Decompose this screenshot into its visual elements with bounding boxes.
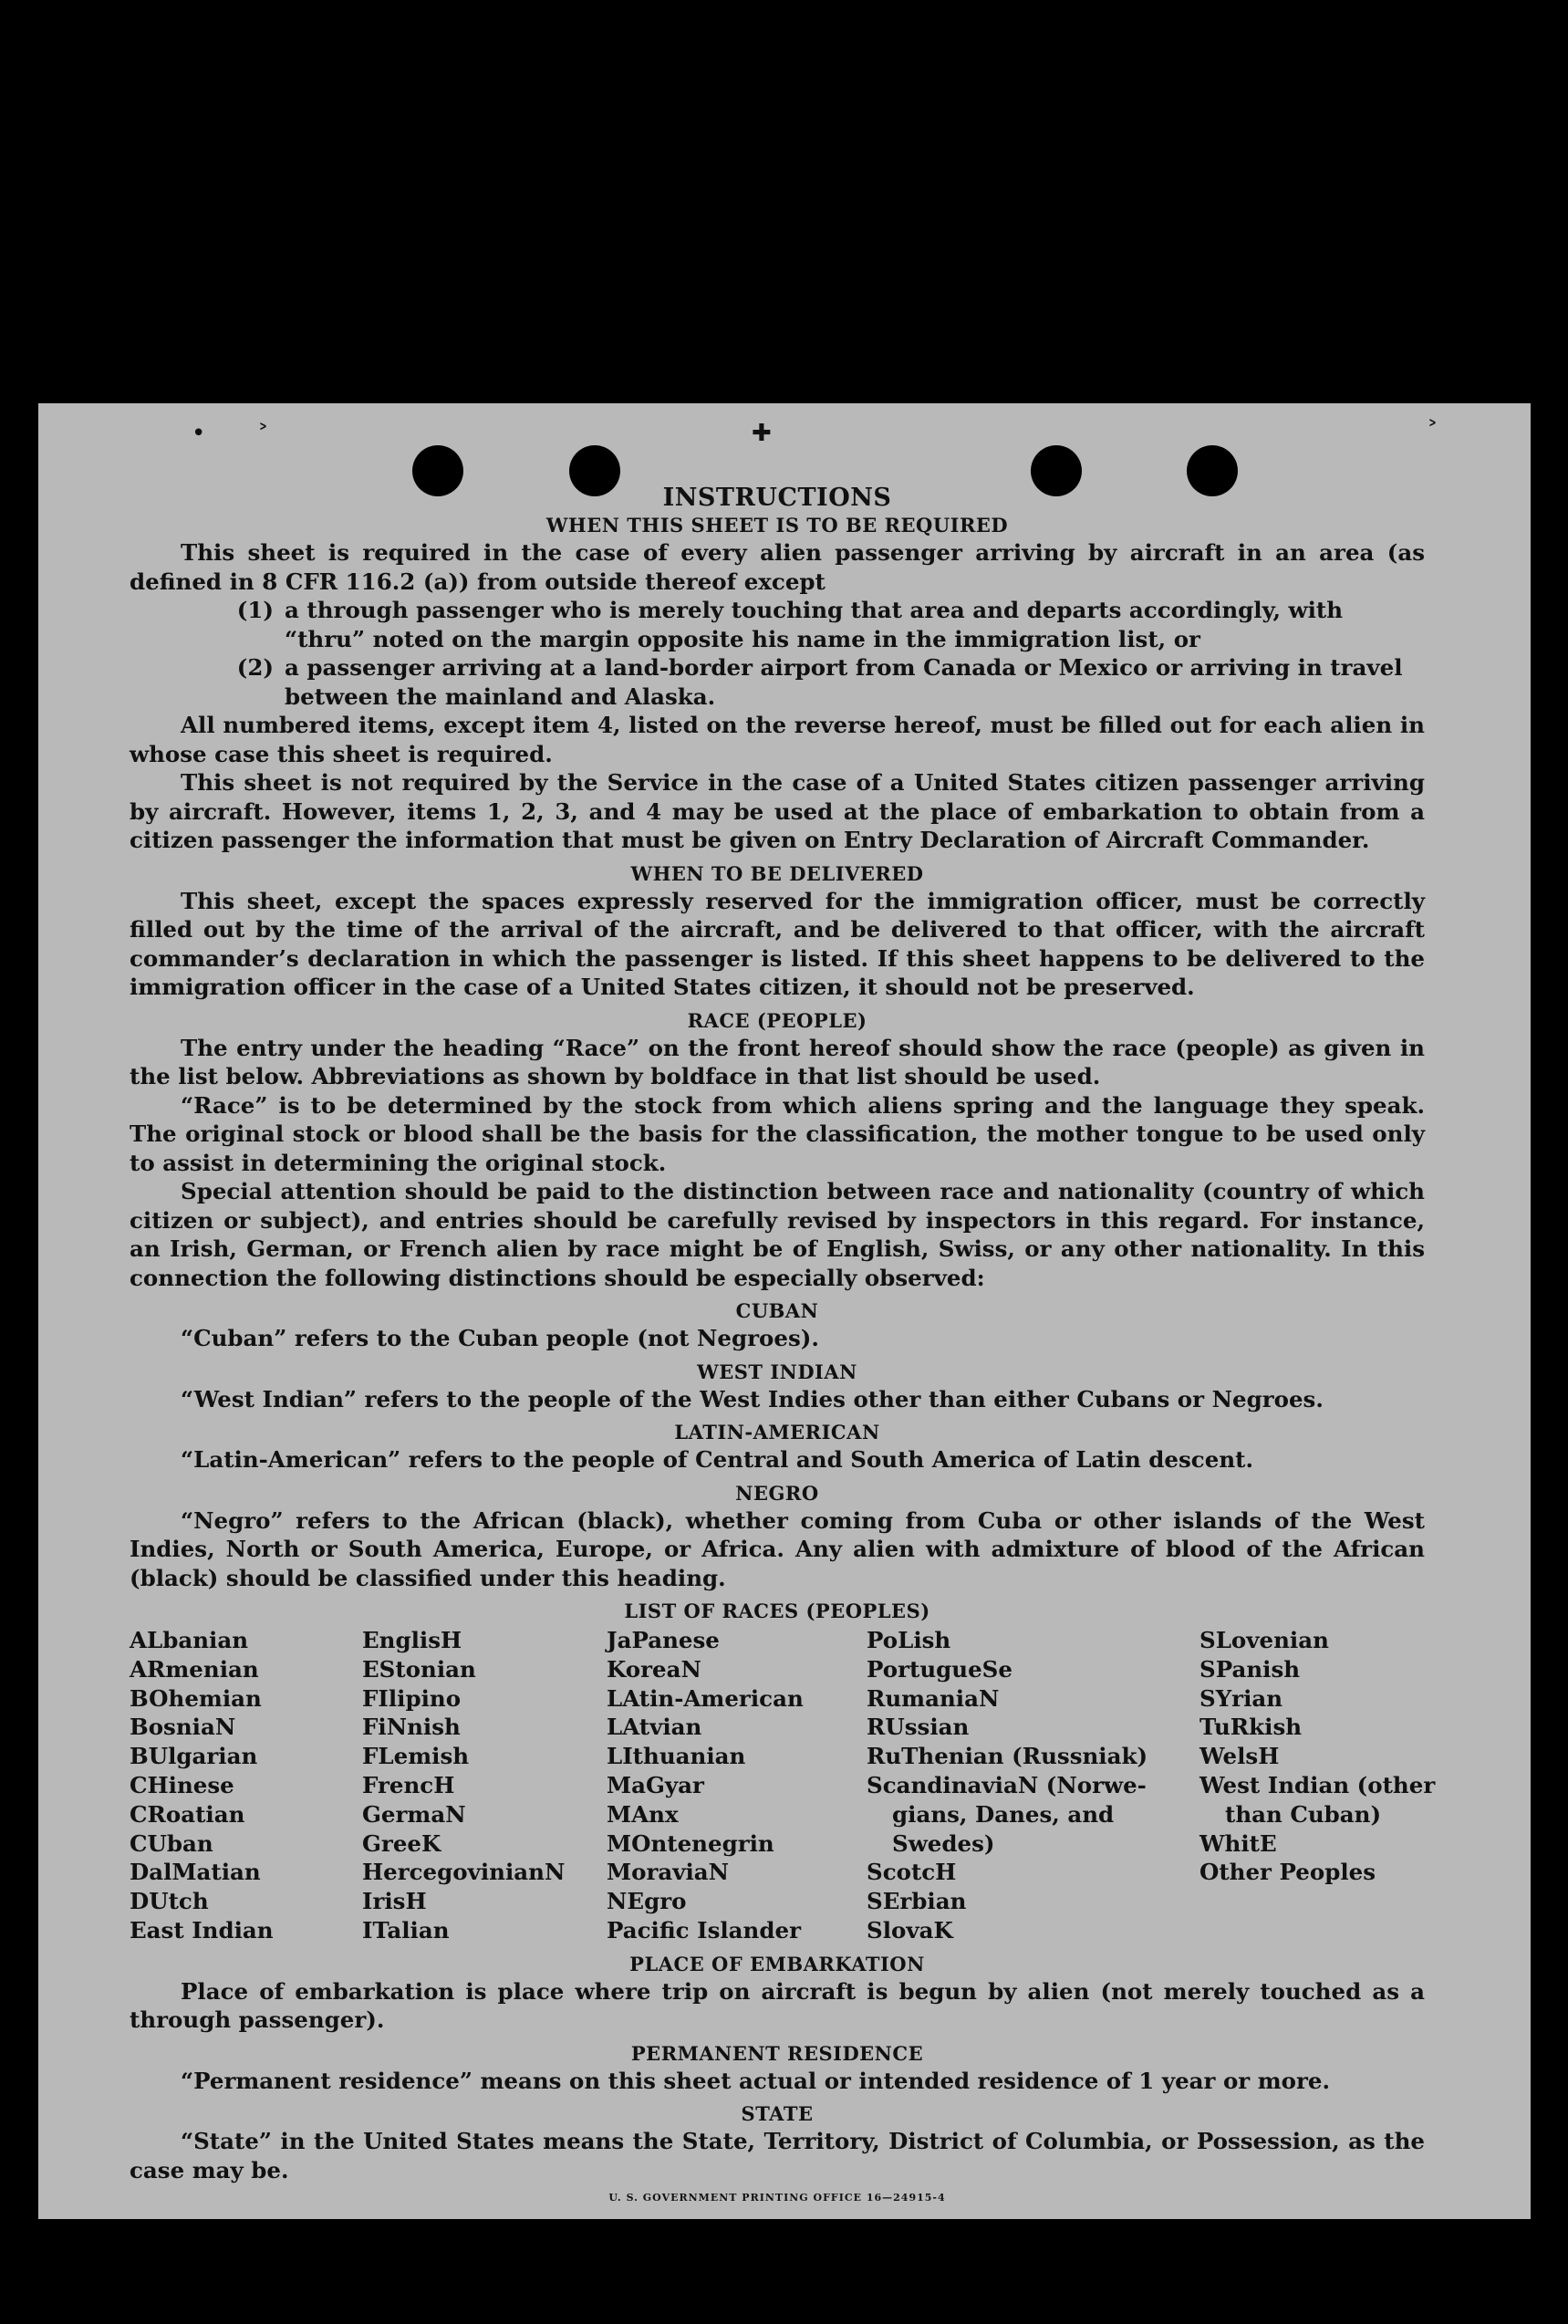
- section-heading-west-indian: WEST INDIAN: [697, 1360, 857, 1383]
- negro-paragraph: “Negro” refers to the African (black), whether coming from Cuba or other islands of the West Indies, North or South America, Europe, or Africa. Any alien with admixture of blood of the African (black) should be classified under this heading.: [130, 1506, 1425, 1591]
- permanent-residence-paragraph: “Permanent residence” means on this sheet actual or intended residence of 1 year or more.: [181, 2067, 1331, 2094]
- race-entry: MaGyar: [607, 1771, 704, 1798]
- race-entry: PortugueSe: [867, 1655, 1012, 1683]
- race-entry: TuRkish: [1199, 1714, 1303, 1741]
- when-required-paragraph: This sheet is not required by the Service in the case of a United States citizen passenger arriving by aircraft. However, items 1, 2, 3, and 4 may be used at the place of embarkation to obtain from a citizen passenger the information that must be given on Entry Declaration of Aircraft Commander.: [130, 769, 1425, 853]
- race-entry: RUssian: [867, 1714, 970, 1741]
- race-entry: ARmenian: [130, 1655, 259, 1683]
- ink-mark: ✚: [752, 420, 772, 447]
- races-column: [607, 1626, 867, 1945]
- race-entry: GermaN: [362, 1800, 466, 1828]
- race-entry: EnglisH: [362, 1627, 462, 1653]
- race-entry: NEgro: [607, 1888, 687, 1915]
- instruction-sheet: [38, 403, 1531, 2219]
- punch-hole: [1187, 445, 1238, 496]
- race-entry: SLovenian: [1199, 1627, 1329, 1653]
- section-heading-permanent-residence: PERMANENT RESIDENCE: [630, 2041, 924, 2065]
- races-column: [130, 1626, 362, 1945]
- race-entry: MoraviaN: [607, 1859, 730, 1886]
- page-title: INSTRUCTIONS: [662, 484, 892, 512]
- race-entry: DUtch: [130, 1888, 209, 1915]
- race-entry: GreeK: [362, 1829, 441, 1857]
- race-entry: RumaniaN: [867, 1684, 1000, 1712]
- race-entry: PoLish: [867, 1627, 951, 1653]
- race-paragraph: “Race” is to be determined by the stock from which aliens spring and the language they speak. The original stock or blood shall be the basis for the classification, the mother tongue to be used only to assist in determining the original stock.: [130, 1091, 1425, 1176]
- ink-mark: ˃: [257, 422, 269, 449]
- race-entry: SErbian: [867, 1888, 967, 1915]
- race-entry: MAnx: [607, 1800, 679, 1828]
- race-entry: CHinese: [130, 1771, 234, 1798]
- ink-mark: •: [192, 420, 206, 447]
- race-entry: SlovaK: [867, 1916, 953, 1944]
- race-entry: SYrian: [1199, 1684, 1283, 1712]
- race-entry: West Indian (other: [1199, 1771, 1436, 1798]
- races-column: [867, 1626, 1199, 1945]
- section-heading-when-delivered: WHEN TO BE DELIVERED: [630, 861, 924, 885]
- punch-hole: [569, 445, 620, 496]
- latin-american-paragraph: “Latin-American” refers to the people of Central and South America of Latin descent.: [181, 1446, 1253, 1473]
- item-number: (2): [236, 654, 274, 681]
- west-indian-paragraph: “West Indian” refers to the people of the West Indies other than either Cubans or Negroes.: [181, 1385, 1324, 1412]
- punch-hole: [412, 445, 463, 496]
- race-entry-continued: Swedes): [892, 1829, 995, 1857]
- place-of-embarkation-paragraph: Place of embarkation is place where trip on aircraft is begun by alien (not merely touched as a through passenger).: [130, 1977, 1425, 2034]
- race-entry: ITalian: [362, 1916, 450, 1944]
- race-entry: LIthuanian: [607, 1743, 746, 1770]
- race-entry-continued: gians, Danes, and: [892, 1800, 1115, 1828]
- section-heading-latin-american: LATIN-AMERICAN: [674, 1421, 880, 1443]
- section-heading-race: RACE (PEOPLE): [687, 1008, 867, 1032]
- race-entry: BOhemian: [130, 1684, 262, 1712]
- state-paragraph: “State” in the United States means the State, Territory, District of Columbia, or Possession, as the case may be.: [130, 2128, 1425, 2183]
- race-entry: BUlgarian: [130, 1743, 258, 1770]
- race-entry: WhitE: [1199, 1829, 1277, 1857]
- exception-item: [130, 653, 1425, 711]
- section-heading-negro: NEGRO: [735, 1481, 819, 1505]
- race-entry: DalMatian: [130, 1859, 261, 1886]
- races-list: [130, 1626, 1436, 1945]
- when-required-intro: This sheet is required in the case of every alien passenger arriving by aircraft in an area (as defined in 8 CFR 116.2 (a)) from outside thereof except: [130, 539, 1425, 595]
- cuban-paragraph: “Cuban” refers to the Cuban people (not Negroes).: [181, 1325, 819, 1351]
- race-entry: FLemish: [362, 1743, 470, 1770]
- race-entry: CRoatian: [130, 1800, 245, 1828]
- race-entry: East Indian: [130, 1916, 274, 1944]
- race-entry: FiNnish: [362, 1714, 461, 1741]
- printing-office-footer: U. S. GOVERNMENT PRINTING OFFICE 16—24915-4: [608, 2192, 946, 2204]
- item-text: a passenger arriving at a land-border airport from Canada or Mexico or arriving in travel between the mainland and Alaska.: [285, 654, 1403, 710]
- race-paragraph: Special attention should be paid to the distinction between race and nationality (country of which citizen or subject), and entries should be carefully revised by inspectors in this regard. For instance, an Irish, German, or French alien by race might be of English, Swiss, or any other nationality. In this connection the following distinctions should be especially observed:: [130, 1178, 1425, 1291]
- race-entry: FrencH: [362, 1771, 455, 1798]
- race-entry: ScandinaviaN (Norwe-: [867, 1771, 1147, 1798]
- item-number: (1): [236, 597, 274, 623]
- section-heading-cuban: CUBAN: [735, 1299, 819, 1322]
- races-column: [1199, 1626, 1439, 1945]
- punch-hole: [1031, 445, 1082, 496]
- race-entry: JaPanese: [607, 1627, 720, 1653]
- race-entry: RuThenian (Russniak): [867, 1743, 1148, 1770]
- race-entry: HercegovinianN: [362, 1859, 566, 1886]
- when-delivered-paragraph: This sheet, except the spaces expressly reserved for the immigration officer, must be correctly filled out by the time of the arrival of the aircraft, and be delivered to that officer, with the aircraft commander’s declaration in which the passenger is listed. If this sheet happens to be delivered to the immigration officer in the case of a United States citizen, it should not be preserved.: [130, 887, 1425, 1000]
- race-entry: MOntenegrin: [607, 1829, 774, 1857]
- race-entry: Other Peoples: [1199, 1859, 1376, 1886]
- race-paragraph: The entry under the heading “Race” on the front hereof should show the race (people) as given in the list below. Abbreviations as shown by boldface in that list should be used.: [130, 1034, 1425, 1089]
- race-entry: Pacific Islander: [607, 1916, 801, 1944]
- section-heading-list-of-races: LIST OF RACES (PEOPLES): [624, 1600, 930, 1622]
- race-entry: LAtvian: [607, 1714, 702, 1741]
- race-entry: LAtin-American: [607, 1684, 804, 1712]
- race-entry: WelsH: [1199, 1743, 1280, 1770]
- race-entry: BosniaN: [130, 1714, 236, 1741]
- ink-mark: ˃: [1427, 418, 1438, 445]
- race-entry: SPanish: [1199, 1655, 1301, 1683]
- race-entry: IrisH: [362, 1888, 427, 1915]
- race-entry: KoreaN: [607, 1655, 701, 1683]
- races-column: [362, 1626, 607, 1945]
- section-heading-state: STATE: [741, 2102, 814, 2126]
- item-text: a through passenger who is merely touching that area and departs accordingly, with “thru” noted on the margin opposite his name in the immigration list, or: [285, 597, 1344, 652]
- race-entry: EStonian: [362, 1655, 476, 1683]
- race-entry: CUban: [130, 1829, 213, 1857]
- section-heading-place-of-embarkation: PLACE OF EMBARKATION: [629, 1952, 925, 1975]
- section-heading-when-required: WHEN THIS SHEET IS TO BE REQUIRED: [545, 514, 1009, 537]
- race-entry: ScotcH: [867, 1859, 957, 1886]
- race-entry: FIlipino: [362, 1684, 462, 1712]
- race-entry: ALbanian: [130, 1627, 249, 1653]
- when-required-paragraph: All numbered items, except item 4, listed on the reverse hereof, must be filled out for each alien in whose case this sheet is required.: [130, 712, 1425, 767]
- exception-item: [130, 596, 1425, 653]
- race-entry-continued: than Cuban): [1225, 1800, 1382, 1828]
